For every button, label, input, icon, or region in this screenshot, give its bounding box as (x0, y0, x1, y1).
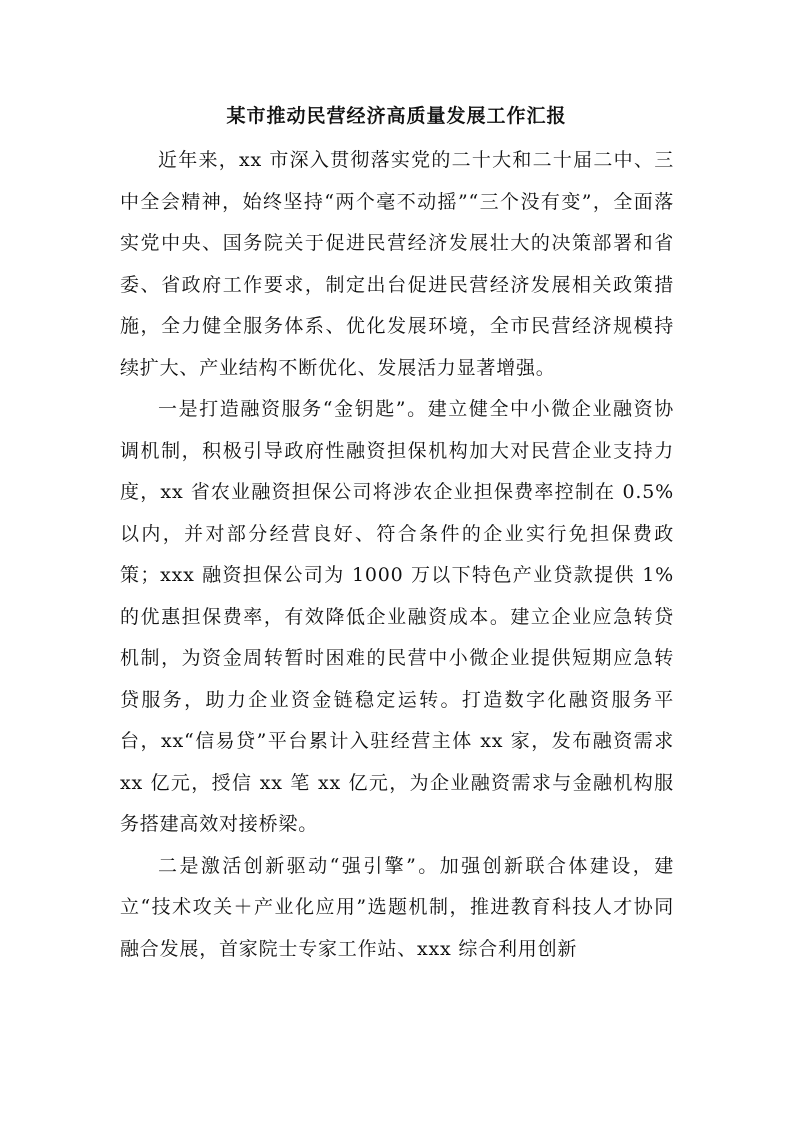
paragraph-intro: 近年来，xx 市深入贯彻落实党的二十大和二十届二中、三中全会精神，始终坚持“两个毫不动摇”“三个没有变”，全面落实党中央、国务院关于促进民营经济发展壮大的决策部署和省委、省政府工作要求，制定出台促进民营经济发展相关政策措施，全力健全服务体系、优化发展环境，全市民营经济规模持续扩大、产业结构不断优化、发展活力显著增强。 (120, 149, 674, 379)
document-title: 某市推动民营经济高质量发展工作汇报 (226, 105, 567, 127)
document-body (120, 140, 674, 970)
paragraph-financing: 一是打造融资服务“金钥匙”。建立健全中小微企业融资协调机制，积极引导政府性融资担保机构加大对民营企业支持力度，xx 省农业融资担保公司将涉农企业担保费率控制在 0.5%以内，并对部分经营良好、符合条件的企业实行免担保费政策；xxx 融资担保公司为 1000 万以下特色产业贷款提供 1%的优惠担保费率，有效降低企业融资成本。建立企业应急转贷机制，为资金周转暂时困难的民营中小微企业提供短期应急转贷服务，助力企业资金链稳定运转。打造数字化融资服务平台，xx“信易贷”平台累计入驻经营主体 xx 家，发布融资需求 xx 亿元，授信 xx 笔 xx 亿元，为企业融资需求与金融机构服务搭建高效对接桥梁。 (120, 398, 674, 835)
paragraph-innovation: 二是激活创新驱动“强引擎”。加强创新联合体建设，建立“技术攻关＋产业化应用”选题机制，推进教育科技人才协同融合发展，首家院士专家工作站、xxx 综合利用创新 (120, 854, 674, 960)
